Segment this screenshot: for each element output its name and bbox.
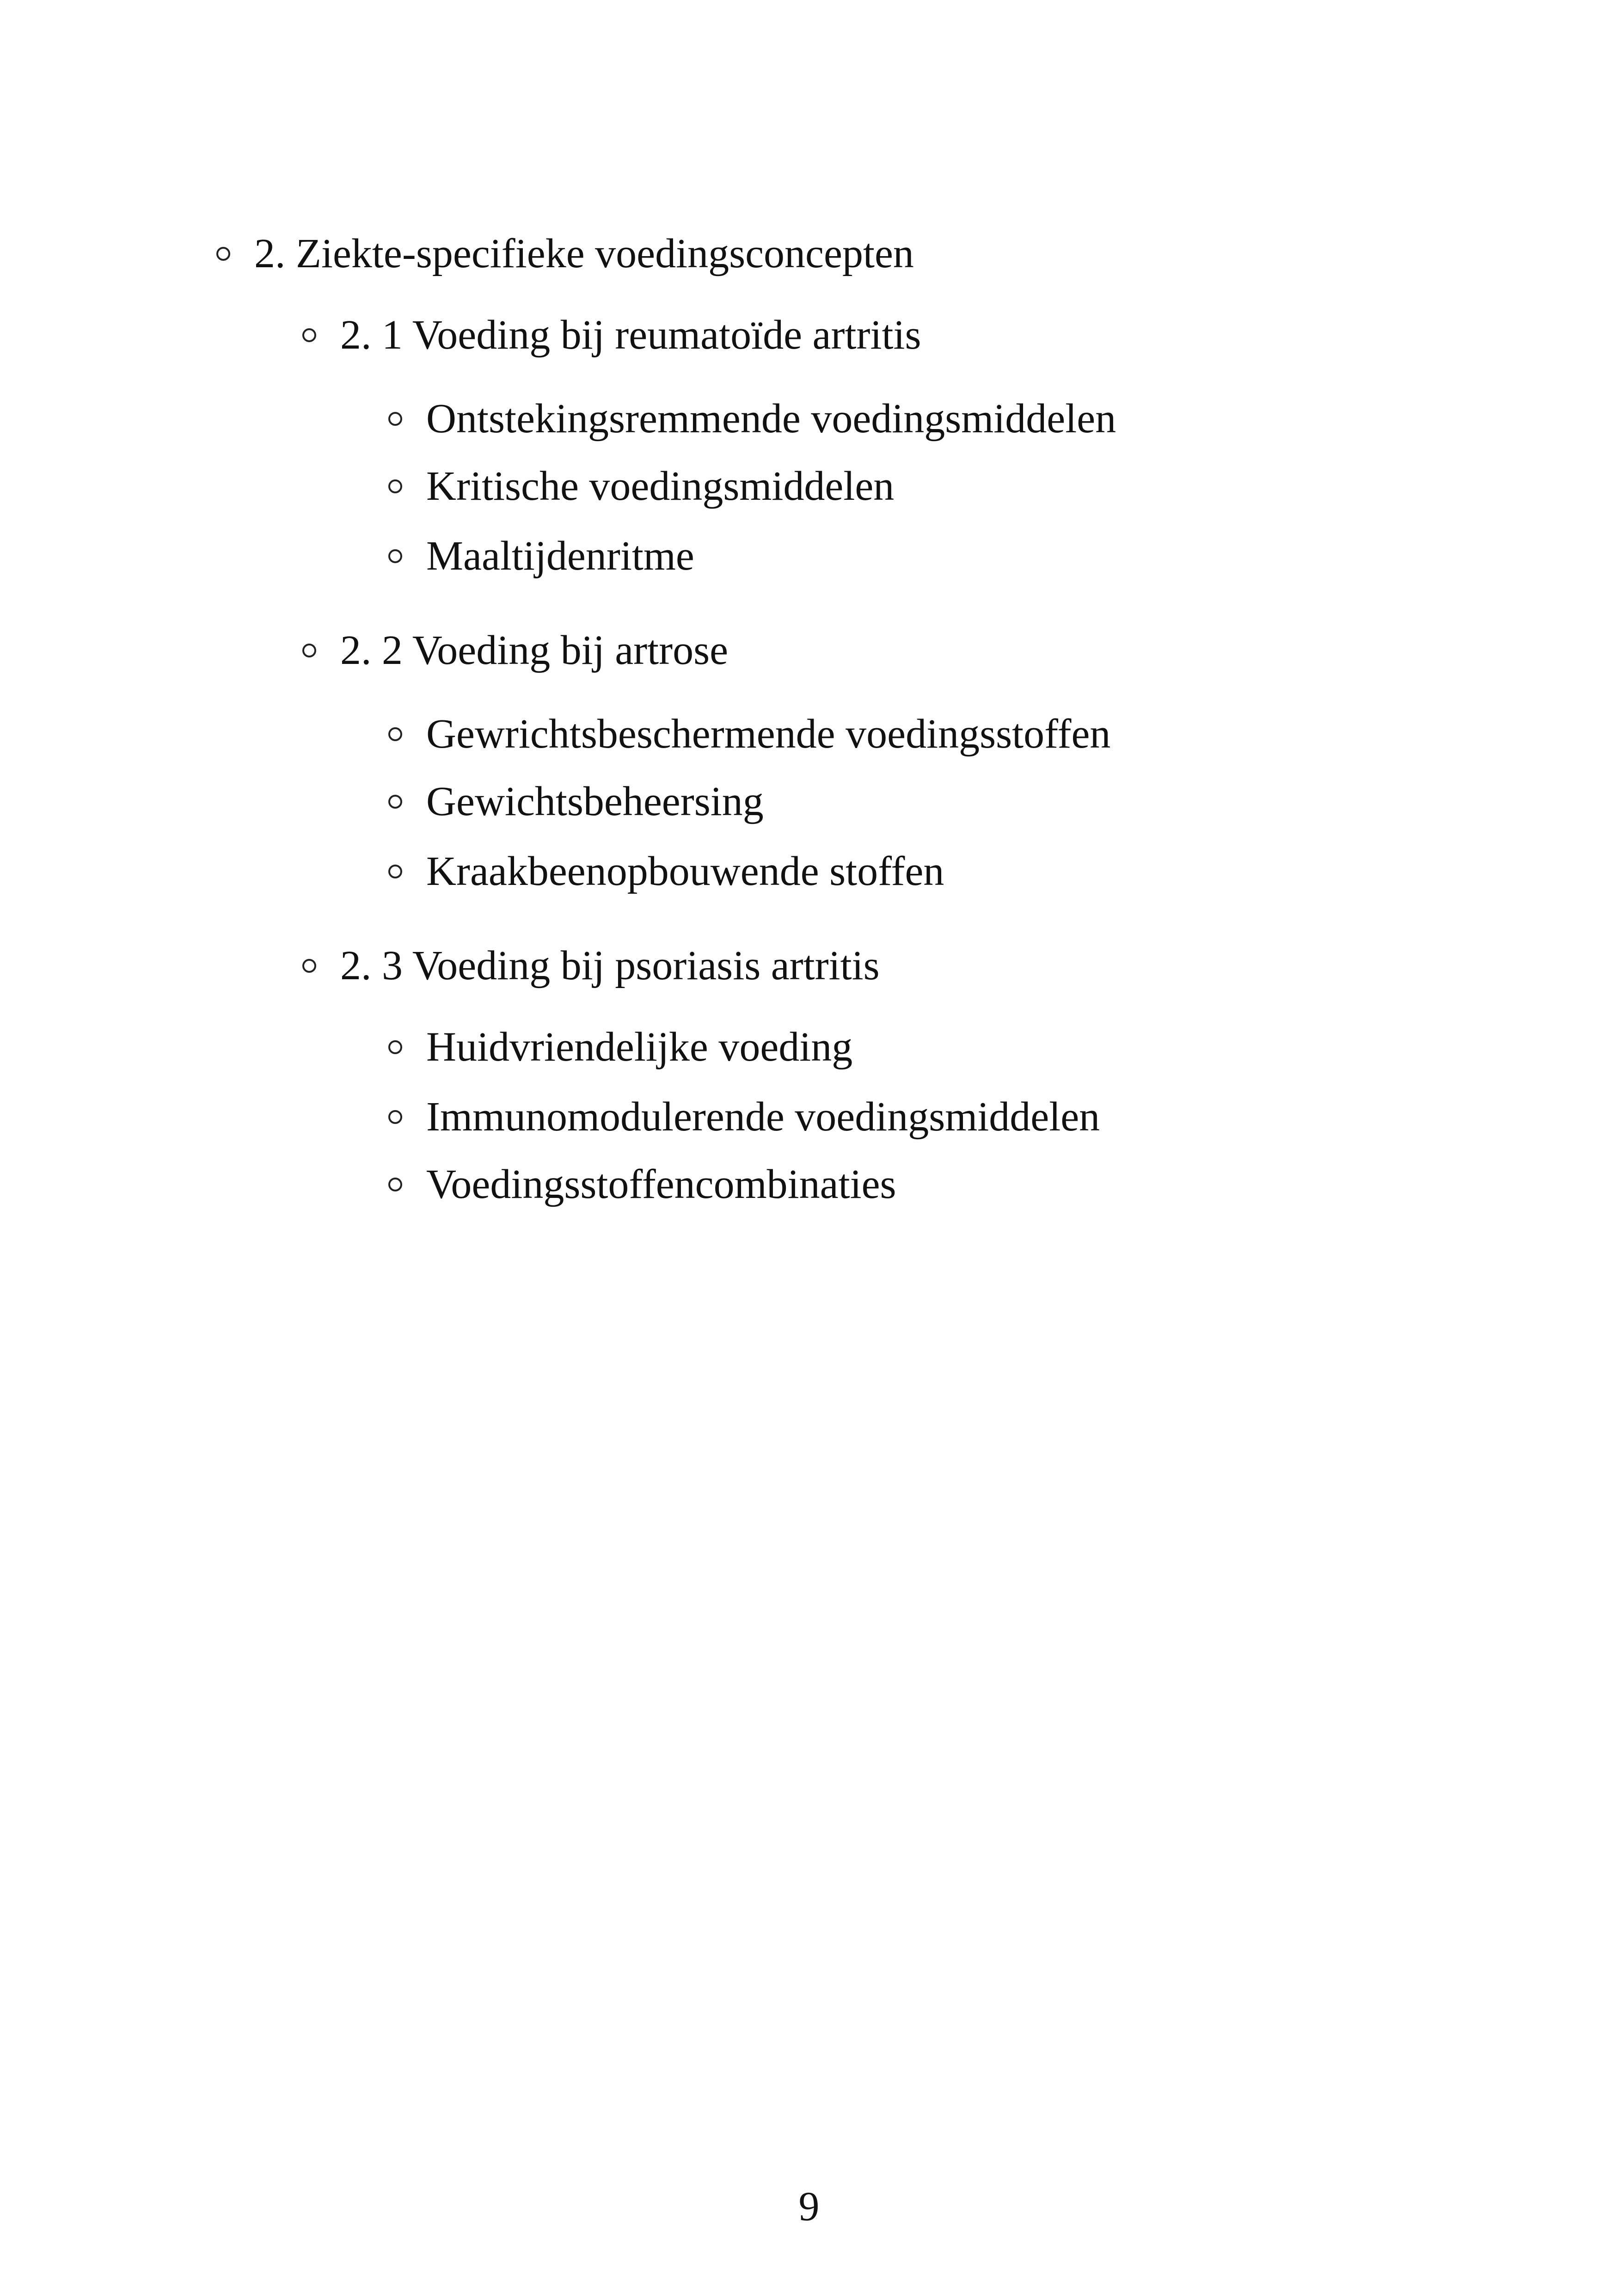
outline-item [388, 846, 944, 897]
item-label: Voedingsstoffencombinaties [426, 1161, 896, 1207]
item-label: Huidvriendelijke voeding [426, 1024, 853, 1070]
item-label: Ontstekingsremmende voedingsmiddelen [426, 396, 1116, 442]
outline-item [388, 531, 694, 582]
outline-item [388, 776, 764, 827]
page-number: 9 [798, 2184, 820, 2229]
circle-bullet-icon [302, 959, 316, 973]
circle-bullet-icon [388, 795, 402, 809]
outline-item [388, 1159, 896, 1210]
outline-subsection [302, 310, 921, 361]
circle-bullet-icon [302, 644, 316, 657]
item-label: Immunomodulerende voedingsmiddelen [426, 1094, 1100, 1140]
outline-item [388, 1092, 1100, 1142]
circle-bullet-icon [388, 549, 402, 563]
circle-bullet-icon [216, 247, 230, 261]
circle-bullet-icon [302, 328, 316, 342]
item-label: Gewichtsbeheersing [426, 779, 764, 824]
outline-item [388, 461, 894, 512]
item-label: Kritische voedingsmiddelen [426, 463, 895, 509]
outline-item [388, 393, 1116, 444]
item-label: Kraakbeenopbouwende stoffen [426, 848, 944, 894]
outline-item [388, 709, 1110, 760]
circle-bullet-icon [388, 412, 402, 426]
circle-bullet-icon [388, 1110, 402, 1124]
subsection-title: 2. 1 Voeding bij reumatoïde artritis [340, 312, 921, 358]
circle-bullet-icon [388, 865, 402, 878]
circle-bullet-icon [388, 1040, 402, 1054]
subsection-title: 2. 3 Voeding bij psoriasis artritis [340, 943, 880, 988]
outline-item [388, 1022, 852, 1073]
outline-section [216, 228, 914, 279]
subsection-title: 2. 2 Voeding bij artrose [340, 627, 729, 673]
outline-subsection [302, 625, 728, 676]
outline-subsection [302, 940, 880, 991]
circle-bullet-icon [388, 1178, 402, 1191]
item-label: Gewrichtsbeschermende voedingsstoffen [426, 711, 1111, 757]
circle-bullet-icon [388, 727, 402, 741]
section-title: 2. Ziekte-specifieke voedingsconcepten [254, 231, 914, 276]
circle-bullet-icon [388, 479, 402, 493]
item-label: Maaltijdenritme [426, 533, 694, 579]
